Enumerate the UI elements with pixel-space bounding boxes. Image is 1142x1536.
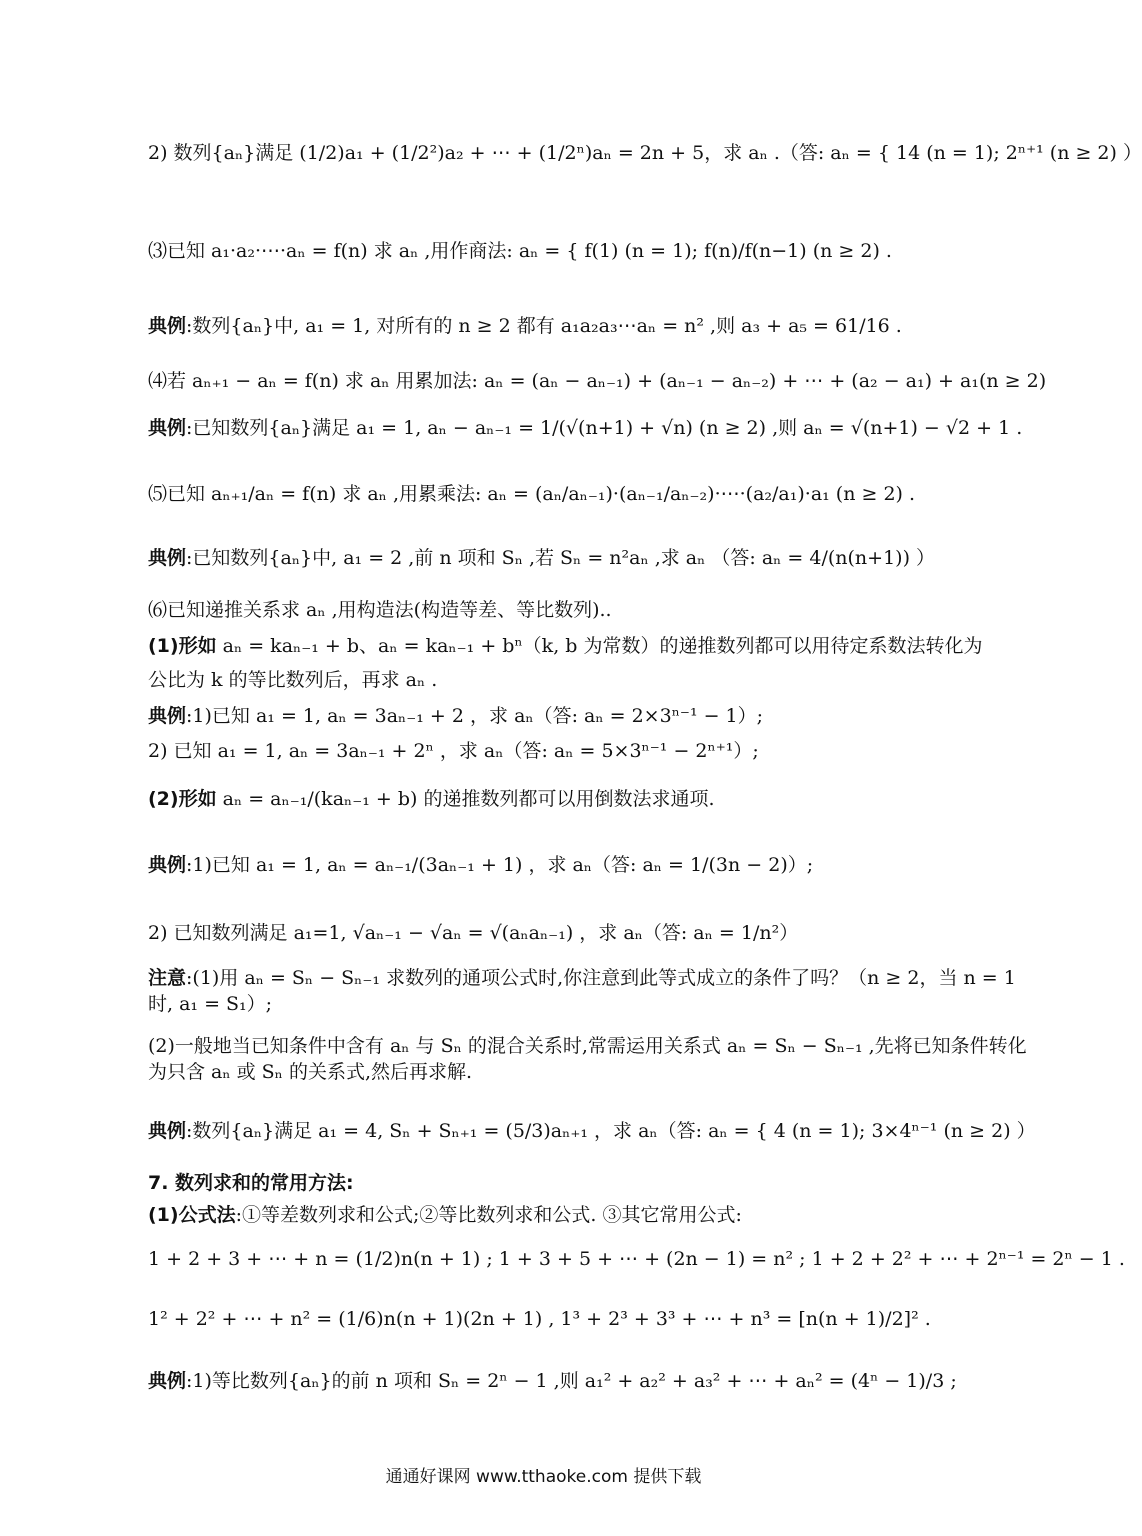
text-line: [148, 1202, 1027, 1228]
text-line: [148, 238, 1027, 264]
text-line: [148, 1306, 1027, 1332]
text-line: [148, 545, 1027, 571]
line-text: :1)已知 a₁ = 1, aₙ = 3aₙ₋₁ + 2 ，求 aₙ（答: aₙ = 2×3ⁿ⁻¹ − 1）;: [186, 705, 764, 727]
line-text: :数列{aₙ}中, a₁ = 1, 对所有的 n ≥ 2 都有 a₁a₂a₃⋯aₙ = n² ,则 a₃ + a₅ = 61/16 .: [186, 315, 902, 337]
text-line: [148, 1033, 1027, 1085]
text-line: [148, 1368, 1027, 1394]
text-line: [148, 1246, 1125, 1272]
line-text: 1² + 2² + ⋯ + n² = (1/6)n(n + 1)(2n + 1) , 1³ + 2³ + 3³ + ⋯ + n³ = [n(n + 1)/2]² .: [148, 1308, 931, 1330]
label-bold: 典例: [148, 417, 187, 439]
line-text: ⑶已知 a₁·a₂·⋯·aₙ = f(n) 求 aₙ ,用作商法: aₙ = { f(1) (n = 1); f(n)/f(n−1) (n ≥ 2) .: [148, 240, 892, 262]
label-bold: 典例: [148, 547, 187, 569]
line-text: :(1)用 aₙ = Sₙ − Sₙ₋₁ 求数列的通项公式时,你注意到此等式成立的条件了吗？（n ≥ 2，当 n = 1 时, a₁ = S₁）;: [148, 967, 1016, 1015]
line-text: (2)一般地当已知条件中含有 aₙ 与 Sₙ 的混合关系时,常需运用关系式 aₙ = Sₙ − Sₙ₋₁ ,先将已知条件转化为只含 aₙ 或 Sₙ 的关系式,然后再求解.: [148, 1035, 1027, 1083]
line-text: :数列{aₙ}满足 a₁ = 4, Sₙ + Sₙ₊₁ = (5/3)aₙ₊₁ ，求 aₙ（答: aₙ = { 4 (n = 1); 3×4ⁿ⁻¹ (n ≥ 2) ）: [186, 1120, 1036, 1142]
label-bold: 典例: [148, 315, 187, 337]
line-text: ⑸已知 aₙ₊₁/aₙ = f(n) 求 aₙ ,用累乘法: aₙ = (aₙ/aₙ₋₁)·(aₙ₋₁/aₙ₋₂)·⋯·(a₂/a₁)·a₁ (n ≥ 2) .: [148, 483, 916, 505]
line-text: 2) 已知数列满足 a₁=1, √aₙ₋₁ − √aₙ = √(aₙaₙ₋₁) ，求 aₙ（答: aₙ = 1/n²）: [148, 922, 799, 944]
text-line: [148, 368, 1047, 394]
text-line: [148, 667, 1027, 693]
text-line: [148, 852, 1027, 878]
label-bold: 7. 数列求和的常用方法:: [148, 1172, 354, 1194]
line-text: aₙ = kaₙ₋₁ + b、aₙ = kaₙ₋₁ + bⁿ（k, b 为常数）的递推数列都可以用待定系数法转化为: [216, 635, 983, 657]
text-line: [148, 633, 1027, 659]
text-line: [148, 703, 1027, 729]
line-text: 1 + 2 + 3 + ⋯ + n = (1/2)n(n + 1) ; 1 + 3 + 5 + ⋯ + (2n − 1) = n² ; 1 + 2 + 2² + ⋯ + 2ⁿ⁻¹ = 2ⁿ − 1 .: [148, 1248, 1125, 1270]
text-line: [148, 481, 1027, 507]
line-text: aₙ = aₙ₋₁/(kaₙ₋₁ + b) 的递推数列都可以用倒数法求通项.: [216, 788, 715, 810]
label-bold: (2)形如: [148, 788, 217, 810]
text-line: [148, 415, 1027, 441]
text-line: [148, 965, 1027, 1017]
label-bold: (1)形如: [148, 635, 217, 657]
line-text: ⑷若 aₙ₊₁ − aₙ = f(n) 求 aₙ 用累加法: aₙ = (aₙ − aₙ₋₁) + (aₙ₋₁ − aₙ₋₂) + ⋯ + (a₂ − a₁) + a₁(n ≥ 2): [148, 370, 1047, 392]
label-bold: 典例: [148, 1120, 187, 1142]
label-bold: (1)公式法: [148, 1204, 236, 1226]
text-line: [148, 313, 1027, 339]
text-line: [148, 1170, 1027, 1196]
label-bold: 典例: [148, 1370, 187, 1392]
page-footer: 通通好课网 www.tthaoke.com 提供下载: [385, 1467, 702, 1487]
text-line: [148, 738, 1027, 764]
label-bold: 注意: [148, 967, 187, 989]
line-text: 公比为 k 的等比数列后，再求 aₙ .: [148, 669, 438, 691]
line-text: :①等差数列求和公式;②等比数列求和公式. ③其它常用公式:: [235, 1204, 742, 1226]
text-line: [148, 786, 1027, 812]
text-line: [148, 1118, 1036, 1144]
line-text: 2) 数列{aₙ}满足 (1/2)a₁ + (1/2²)a₂ + ⋯ + (1/2ⁿ)aₙ = 2n + 5，求 aₙ .（答: aₙ = { 14 (n = 1); 2ⁿ⁺¹ (n ≥ 2) ）: [148, 142, 1142, 164]
line-text: :1)已知 a₁ = 1, aₙ = aₙ₋₁/(3aₙ₋₁ + 1) ，求 aₙ（答: aₙ = 1/(3n − 2)）;: [186, 854, 814, 876]
line-text: :1)等比数列{aₙ}的前 n 项和 Sₙ = 2ⁿ − 1 ,则 a₁² + a₂² + a₃² + ⋯ + aₙ² = (4ⁿ − 1)/3 ;: [186, 1370, 957, 1392]
text-line: [148, 597, 1027, 623]
text-line: [148, 140, 1142, 166]
text-line: [148, 920, 1027, 946]
line-text: 2) 已知 a₁ = 1, aₙ = 3aₙ₋₁ + 2ⁿ ，求 aₙ（答: aₙ = 5×3ⁿ⁻¹ − 2ⁿ⁺¹）;: [148, 740, 759, 762]
line-text: :已知数列{aₙ}满足 a₁ = 1, aₙ − aₙ₋₁ = 1/(√(n+1) + √n) (n ≥ 2) ,则 aₙ = √(n+1) − √2 + 1 .: [186, 417, 1023, 439]
label-bold: 典例: [148, 854, 187, 876]
label-bold: 典例: [148, 705, 187, 727]
line-text: :已知数列{aₙ}中, a₁ = 2 ,前 n 项和 Sₙ ,若 Sₙ = n²aₙ ,求 aₙ （答: aₙ = 4/(n(n+1)) ）: [186, 547, 936, 569]
line-text: ⑹已知递推关系求 aₙ ,用构造法(构造等差、等比数列)..: [148, 599, 612, 621]
